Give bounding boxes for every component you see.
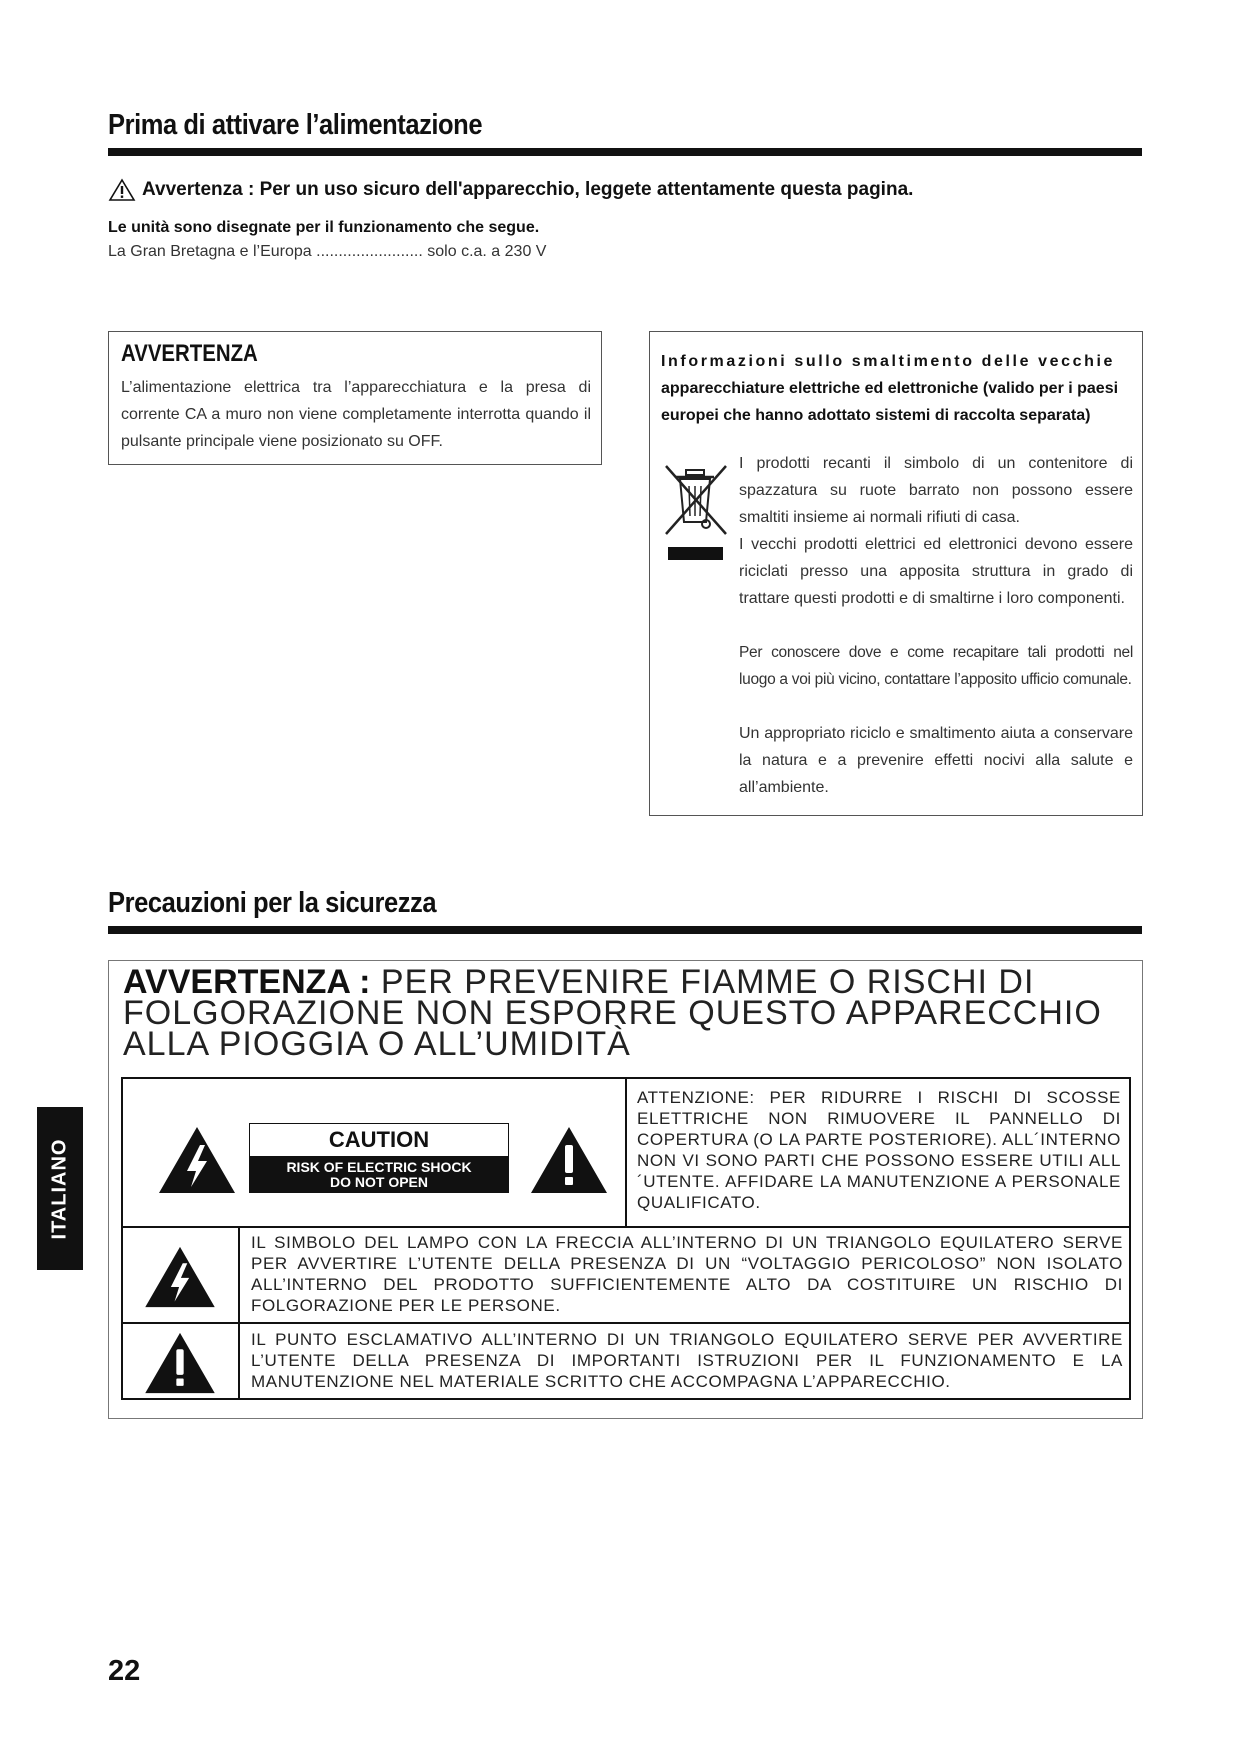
- row-divider: [123, 1226, 1129, 1228]
- section-title-safety: Precauzioni per la sicurezza: [108, 887, 437, 919]
- disposal-paragraph-4: Un appropriato riciclo e smaltimento aiuta a conservare la natura e a prevenire effetti nocivi alla salute e all’ambiente.: [739, 725, 1133, 796]
- caution-line-2: DO NOT OPEN: [329, 1174, 428, 1190]
- lightning-symbol-explanation: IL SIMBOLO DEL LAMPO CON LA FRECCIA ALL’INTERNO DI UN TRIANGOLO EQUILATERO SERVE PER AVVERTIRE L’UTENTE DELLA PRESENZA DI UN “VOLTAGGIO PERICOLOSO” NON ISOLATO ALL’INTERNO DEL PRODOTTO SUFFICIENTEMENTE ALTO DA COSTITUIRE UN RISCHIO DI FOLGORAZIONE PER LE PERSONE.: [251, 1233, 1123, 1315]
- disposal-title-rest: apparecchiature elettriche ed elettroniche (valido per i paesi europei che hanno adottato sistemi di raccolta separata): [661, 380, 1119, 424]
- disposal-title: [661, 348, 1133, 429]
- lightning-triangle-icon: [157, 1125, 237, 1195]
- page-number: 22: [108, 1655, 141, 1687]
- disposal-paragraph-2: I vecchi prodotti elettrici ed elettronici devono essere riciclati presso una apposita struttura in grado di trattare questi prodotti e di smaltirne i loro componenti.: [739, 536, 1133, 607]
- caution-line-1: RISK OF ELECTRIC SHOCK: [286, 1159, 472, 1175]
- disposal-paragraph-1: I prodotti recanti il simbolo di un contenitore di spazzatura su ruote barrato non possono essere smaltiti insieme ai normali rifiuti di casa.: [739, 455, 1133, 526]
- exclamation-symbol-explanation: IL PUNTO ESCLAMATIVO ALL’INTERNO DI UN TRIANGOLO EQUILATERO SERVE PER AVVERTIRE L’UTENTE DELLA PRESENZA DI IMPORTANTI ISTRUZIONI PER IL FUNZIONAMENTO E LA MANUTENZIONE NEL MATERIALE SCRITTO CHE ACCOMPAGNA L’APPARECCHIO.: [251, 1330, 1123, 1391]
- title-rule: [108, 148, 1142, 156]
- safety-warning-text: Avvertenza : Per un uso sicuro dell'apparecchio, leggete attentamente questa pagina.: [142, 179, 914, 200]
- rain-moisture-warning: [123, 963, 1123, 1063]
- safety-precautions-box: [108, 960, 1143, 1419]
- column-divider: [625, 1079, 627, 1226]
- disposal-paragraph-3: Per conoscere dove e come recapitare tali prodotti nel luogo a voi più vicino, contattare l’apposito ufficio comunale.: [739, 644, 1133, 688]
- bin-underline-bar: [668, 547, 723, 560]
- attenzione-text: ATTENZIONE: PER RIDURRE I RISCHI DI SCOSSE ELETTRICHE NON RIMUOVERE IL PANNELLO DI COPERTURA (O LA PARTE POSTERIORE). ALL´INTERNO NON VI SONO PARTI CHE POSSONO ESSERE UTILI ALL´UTENTE. AFFIDARE LA MANUTENZIONE A PERSONALE QUALIFICATO.: [637, 1088, 1121, 1212]
- section-title-power: Prima di attivare l’alimentazione: [108, 109, 483, 141]
- language-tab-label: ITALIANO: [48, 1138, 71, 1239]
- caution-title: CAUTION: [250, 1124, 508, 1156]
- exclamation-triangle-icon: [143, 1331, 217, 1395]
- units-voltage-line: La Gran Bretagna e l’Europa ........................ solo c.a. a 230 V: [108, 243, 547, 260]
- disposal-info-box: [649, 331, 1143, 816]
- rain-warning-label: AVVERTENZA :: [123, 963, 371, 1001]
- crossed-bin-icon: [662, 462, 730, 538]
- caution-symbols-table: [121, 1077, 1131, 1400]
- avvertenza-box-body: L’alimentazione elettrica tra l’apparecchiatura e la presa di corrente CA a muro non viene completamente interrotta quando il pulsante principale viene posizionato su OFF.: [121, 379, 591, 450]
- exclamation-triangle-icon: [529, 1125, 609, 1195]
- lightning-triangle-icon: [143, 1245, 217, 1309]
- row-divider: [123, 1322, 1129, 1324]
- column-divider: [238, 1226, 240, 1400]
- warning-triangle-icon: [108, 178, 136, 202]
- units-heading: Le unità sono disegnate per il funzionamento che segue.: [108, 219, 540, 236]
- disposal-title-first-line: Informazioni sullo smaltimento delle vecchie: [661, 353, 1116, 370]
- caution-label: [249, 1123, 509, 1193]
- caution-subtext: [250, 1156, 508, 1192]
- title-rule-2: [108, 926, 1142, 934]
- safety-warning-line: [108, 178, 913, 202]
- avvertenza-box-title: AVVERTENZA: [121, 340, 258, 367]
- avvertenza-box: [108, 331, 602, 465]
- language-side-tab: [37, 1107, 83, 1270]
- rain-warning-text: PER PREVENIRE FIAMME O RISCHI DI FOLGORAZIONE NON ESPORRE QUESTO APPARECCHIO ALLA PIOGGIA O ALL’UMIDITÀ: [123, 963, 1102, 1063]
